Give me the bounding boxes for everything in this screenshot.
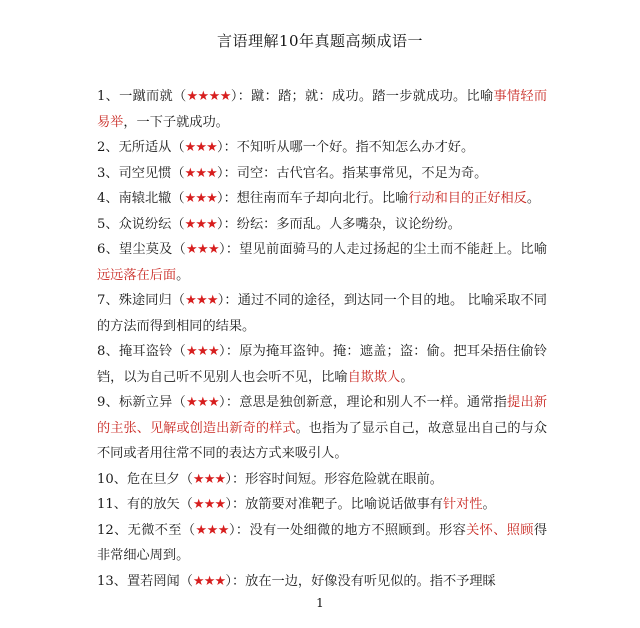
entry-tail: 得非常细心周到。 xyxy=(97,522,548,563)
entry-tail: 。 xyxy=(526,191,541,206)
entry-lead: 12、无微不至（ xyxy=(97,522,196,538)
entry-lead: 5、众说纷纭（ xyxy=(97,216,185,232)
idiom-entry xyxy=(97,339,547,390)
entry-highlight: 提出新的主张、见解或创造出新奇的样式 xyxy=(97,395,548,436)
entry-lead: 9、标新立异（ xyxy=(97,395,186,410)
idiom-entry xyxy=(97,186,547,212)
entry-lead: 7、殊途同归（ xyxy=(97,293,186,308)
entry-definition: ）：蹴：踏；就：成功。踏一步就成功。比喻 xyxy=(230,89,494,104)
idiom-entry xyxy=(97,492,547,518)
page-number: 1 xyxy=(316,596,324,610)
idiom-entry xyxy=(97,237,547,288)
entry-highlight: 关怀、照顾 xyxy=(466,522,534,538)
entry-definition: ）：没有一处细微的地方不照顾到。形容 xyxy=(228,522,467,538)
entry-lead: 10、危在旦夕（ xyxy=(97,471,193,487)
star-rating: ★★★ xyxy=(184,216,217,232)
star-rating: ★★★ xyxy=(192,573,226,589)
entry-highlight: 行动和目的正好相反 xyxy=(408,191,527,206)
star-rating: ★★★ xyxy=(184,191,217,206)
entry-definition: ）：形容时间短。形容危险就在眼前。 xyxy=(225,471,443,487)
idiom-entry xyxy=(97,135,547,161)
entry-definition: ）：放在一边，好像没有听见似的。指不予理睬 xyxy=(225,573,496,589)
star-rating: ★★★ xyxy=(185,344,220,359)
idiom-entry xyxy=(97,161,547,187)
idiom-list xyxy=(97,84,547,594)
idiom-entry xyxy=(97,390,547,467)
idiom-entry xyxy=(97,569,547,595)
entry-definition: ）：望见前面骑马的人走过扬起的尘土而不能赶上。比喻 xyxy=(219,242,548,257)
idiom-entry xyxy=(97,288,547,339)
entry-highlight: 远远落在后面 xyxy=(97,267,177,283)
idiom-entry xyxy=(97,84,547,135)
entry-definition: ）：纷纭：多而乱。人多嘴杂，议论纷纷。 xyxy=(216,216,461,232)
star-rating: ★★★ xyxy=(192,497,226,512)
star-rating: ★★★ xyxy=(195,522,229,538)
star-rating: ★★★ xyxy=(185,242,220,257)
entry-tail: 。 xyxy=(176,267,190,283)
entry-lead: 11、有的放矢（ xyxy=(97,497,193,512)
entry-definition: ）：放箭要对准靶子。比喻说话做事有 xyxy=(225,497,443,512)
page-title: 言语理解10年真题高频成语一 xyxy=(216,32,424,50)
entry-highlight: 事情轻而易举 xyxy=(97,89,548,130)
entry-definition: ）：原为掩耳盗钟。掩：遮盖；盗：偷。把耳朵捂住偷铃铛，以为自己听不见别人也会听不见，比喻 xyxy=(97,344,548,385)
star-rating: ★★★ xyxy=(185,395,220,410)
entry-lead: 4、南辕北辙（ xyxy=(97,191,185,206)
star-rating: ★★★ xyxy=(184,165,217,181)
idiom-entry xyxy=(97,212,547,238)
star-rating: ★★★★ xyxy=(186,89,231,104)
entry-tail: 。 xyxy=(400,369,414,385)
star-rating: ★★★ xyxy=(184,140,217,155)
star-rating: ★★★ xyxy=(192,471,226,487)
entry-highlight: 针对性 xyxy=(442,497,483,512)
idiom-entry xyxy=(97,518,547,569)
entry-lead: 2、无所适从（ xyxy=(97,140,185,155)
entry-lead: 3、司空见惯（ xyxy=(97,165,185,181)
entry-highlight: 自欺欺人 xyxy=(347,369,401,385)
entry-definition: ）：通过不同的途径，到达同一个目的地。 比喻采取不同的方法而得到相同的结果。 xyxy=(97,293,547,334)
entry-tail: 。 xyxy=(482,497,496,512)
entry-definition: ）：司空：古代官名。指某事常见，不足为奇。 xyxy=(216,165,488,181)
entry-tail: ，一下子就成功。 xyxy=(123,114,229,130)
entry-definition: ）：不知听从哪一个好。指不知怎么办才好。 xyxy=(216,140,475,155)
entry-definition: ）：想往南而车子却向北行。比喻 xyxy=(216,191,409,206)
entry-definition: ）：意思是独创新意，理论和别人不一样。通常指 xyxy=(219,395,508,410)
entry-lead: 8、掩耳盗铃（ xyxy=(97,344,186,359)
idiom-entry xyxy=(97,467,547,493)
entry-lead: 6、望尘莫及（ xyxy=(97,242,186,257)
entry-tail: 。也指为了显示自己，故意显出自己的与众不同或者用往常不同的表达方式来吸引人。 xyxy=(97,420,548,461)
entry-lead: 1、一蹴而就（ xyxy=(97,89,187,104)
star-rating: ★★★ xyxy=(185,293,218,308)
entry-lead: 13、置若罔闻（ xyxy=(97,573,193,589)
